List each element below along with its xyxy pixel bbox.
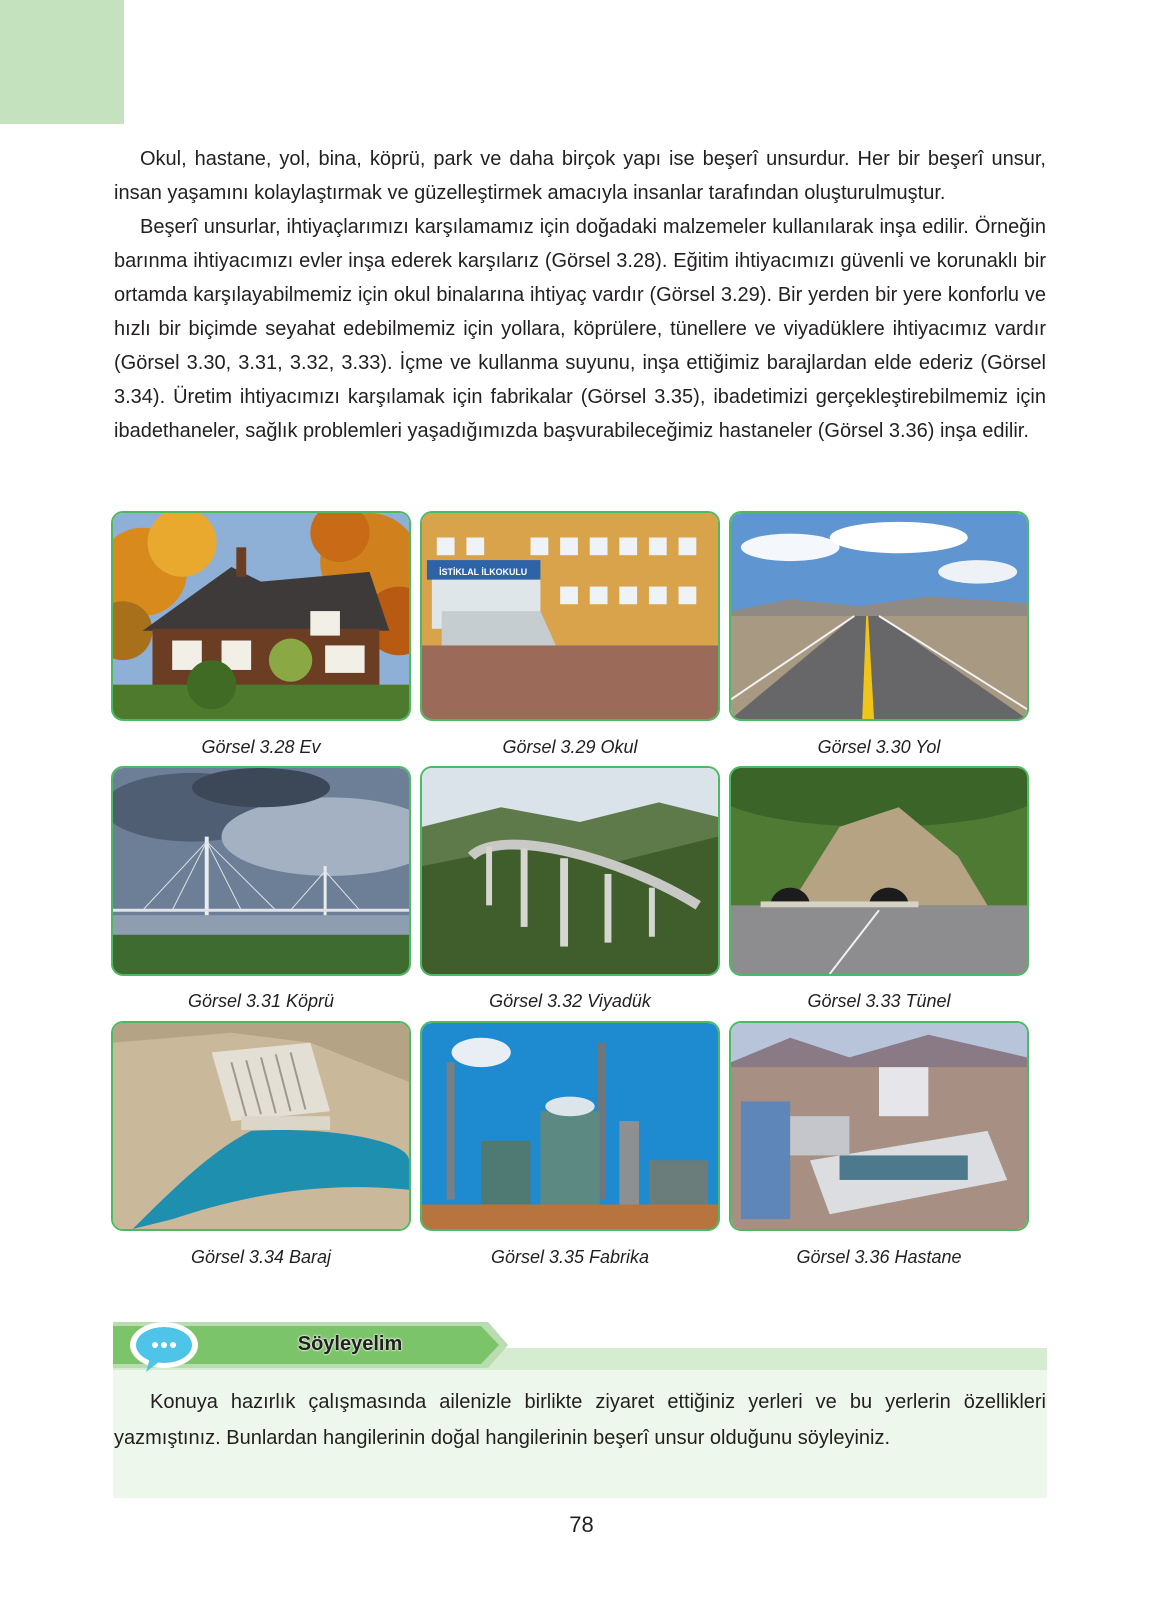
caption-hastane: Görsel 3.36 Hastane — [796, 1247, 962, 1267]
photo-viaduct — [420, 766, 720, 976]
caption-baraj: Görsel 3.34 Baraj — [190, 1247, 332, 1267]
paragraph-2: Beşerî unsurlar, ihtiyaçlarımızı karşılamamız için doğadaki malzemeler kullanılarak inşa edilir. Örneğin barınma ihtiyacımızı evler inşa ederek karşılarız (Görsel 3.28). Eğitim ihtiyacımızı güvenli ve korunaklı bir ortamda karşılayabilmemiz için okul binalarına ihtiyaç vardır (Görsel 3.29). Bir yerden bir yere konforlu ve hızlı bir biçimde seyahat edebilmemiz için yollara, köprülere, tünellere ve viyadüklere ihtiyacımız vardır (Görsel 3.30, 3.31, 3.32, 3.33). İçme ve kullanma suyunu, inşa ettiğimiz barajlardan elde ederiz (Görsel 3.34). Üretim ihtiyacımızı karşılamak için fabrikalar (Görsel 3.35), ibadetimizi gerçekleştirebilmemiz için ibadethaneler, sağlık problemleri yaşadığımızda başvurabileceğimiz hastaneler (Görsel 3.36) inşa edilir. — [114, 216, 1046, 442]
caption-viyaduk: Görsel 3.32 Viyadük — [489, 991, 651, 1011]
caption-kopru: Görsel 3.31 Köprü — [187, 991, 335, 1011]
speech-bubble-icon — [128, 1320, 200, 1374]
body-text — [114, 142, 1046, 448]
activity-paragraph: Konuya hazırlık çalışmasında ailenizle birlikte ziyaret ettiğiniz yerleri ve bu yerlerin özellikleri yazmıştınız. Bunlardan hangilerinin doğal hangilerinin beşerî unsur olduğunu söyleyiniz. — [114, 1391, 1046, 1449]
photo-factory — [420, 1021, 720, 1231]
activity-text — [114, 1384, 1046, 1456]
school-sign: İSTİKLAL İLKOKULU — [439, 566, 528, 577]
photo-house — [111, 511, 411, 721]
photo-dam — [111, 1021, 411, 1231]
photo-school — [420, 511, 720, 721]
corner-decoration — [0, 0, 124, 124]
photo-tunnel — [729, 766, 1029, 976]
caption-yol: Görsel 3.30 Yol — [817, 737, 941, 757]
caption-ev: Görsel 3.28 Ev — [201, 737, 321, 757]
paragraph-1: Okul, hastane, yol, bina, köprü, park ve daha birçok yapı ise beşerî unsurdur. Her bir beşerî unsur, insan yaşamını kolaylaştırmak ve güzelleştirmek amacıyla insanlar tarafından oluşturulmuştur. — [114, 148, 1046, 204]
photo-bridge — [111, 766, 411, 976]
photo-road — [729, 511, 1029, 721]
caption-fabrika: Görsel 3.35 Fabrika — [490, 1247, 650, 1267]
photo-hospital — [729, 1021, 1029, 1231]
activity-title: Söyleyelim — [297, 1333, 403, 1355]
page-number: 78 — [569, 1512, 594, 1537]
caption-tunel: Görsel 3.33 Tünel — [807, 991, 951, 1011]
caption-okul: Görsel 3.29 Okul — [502, 737, 638, 757]
